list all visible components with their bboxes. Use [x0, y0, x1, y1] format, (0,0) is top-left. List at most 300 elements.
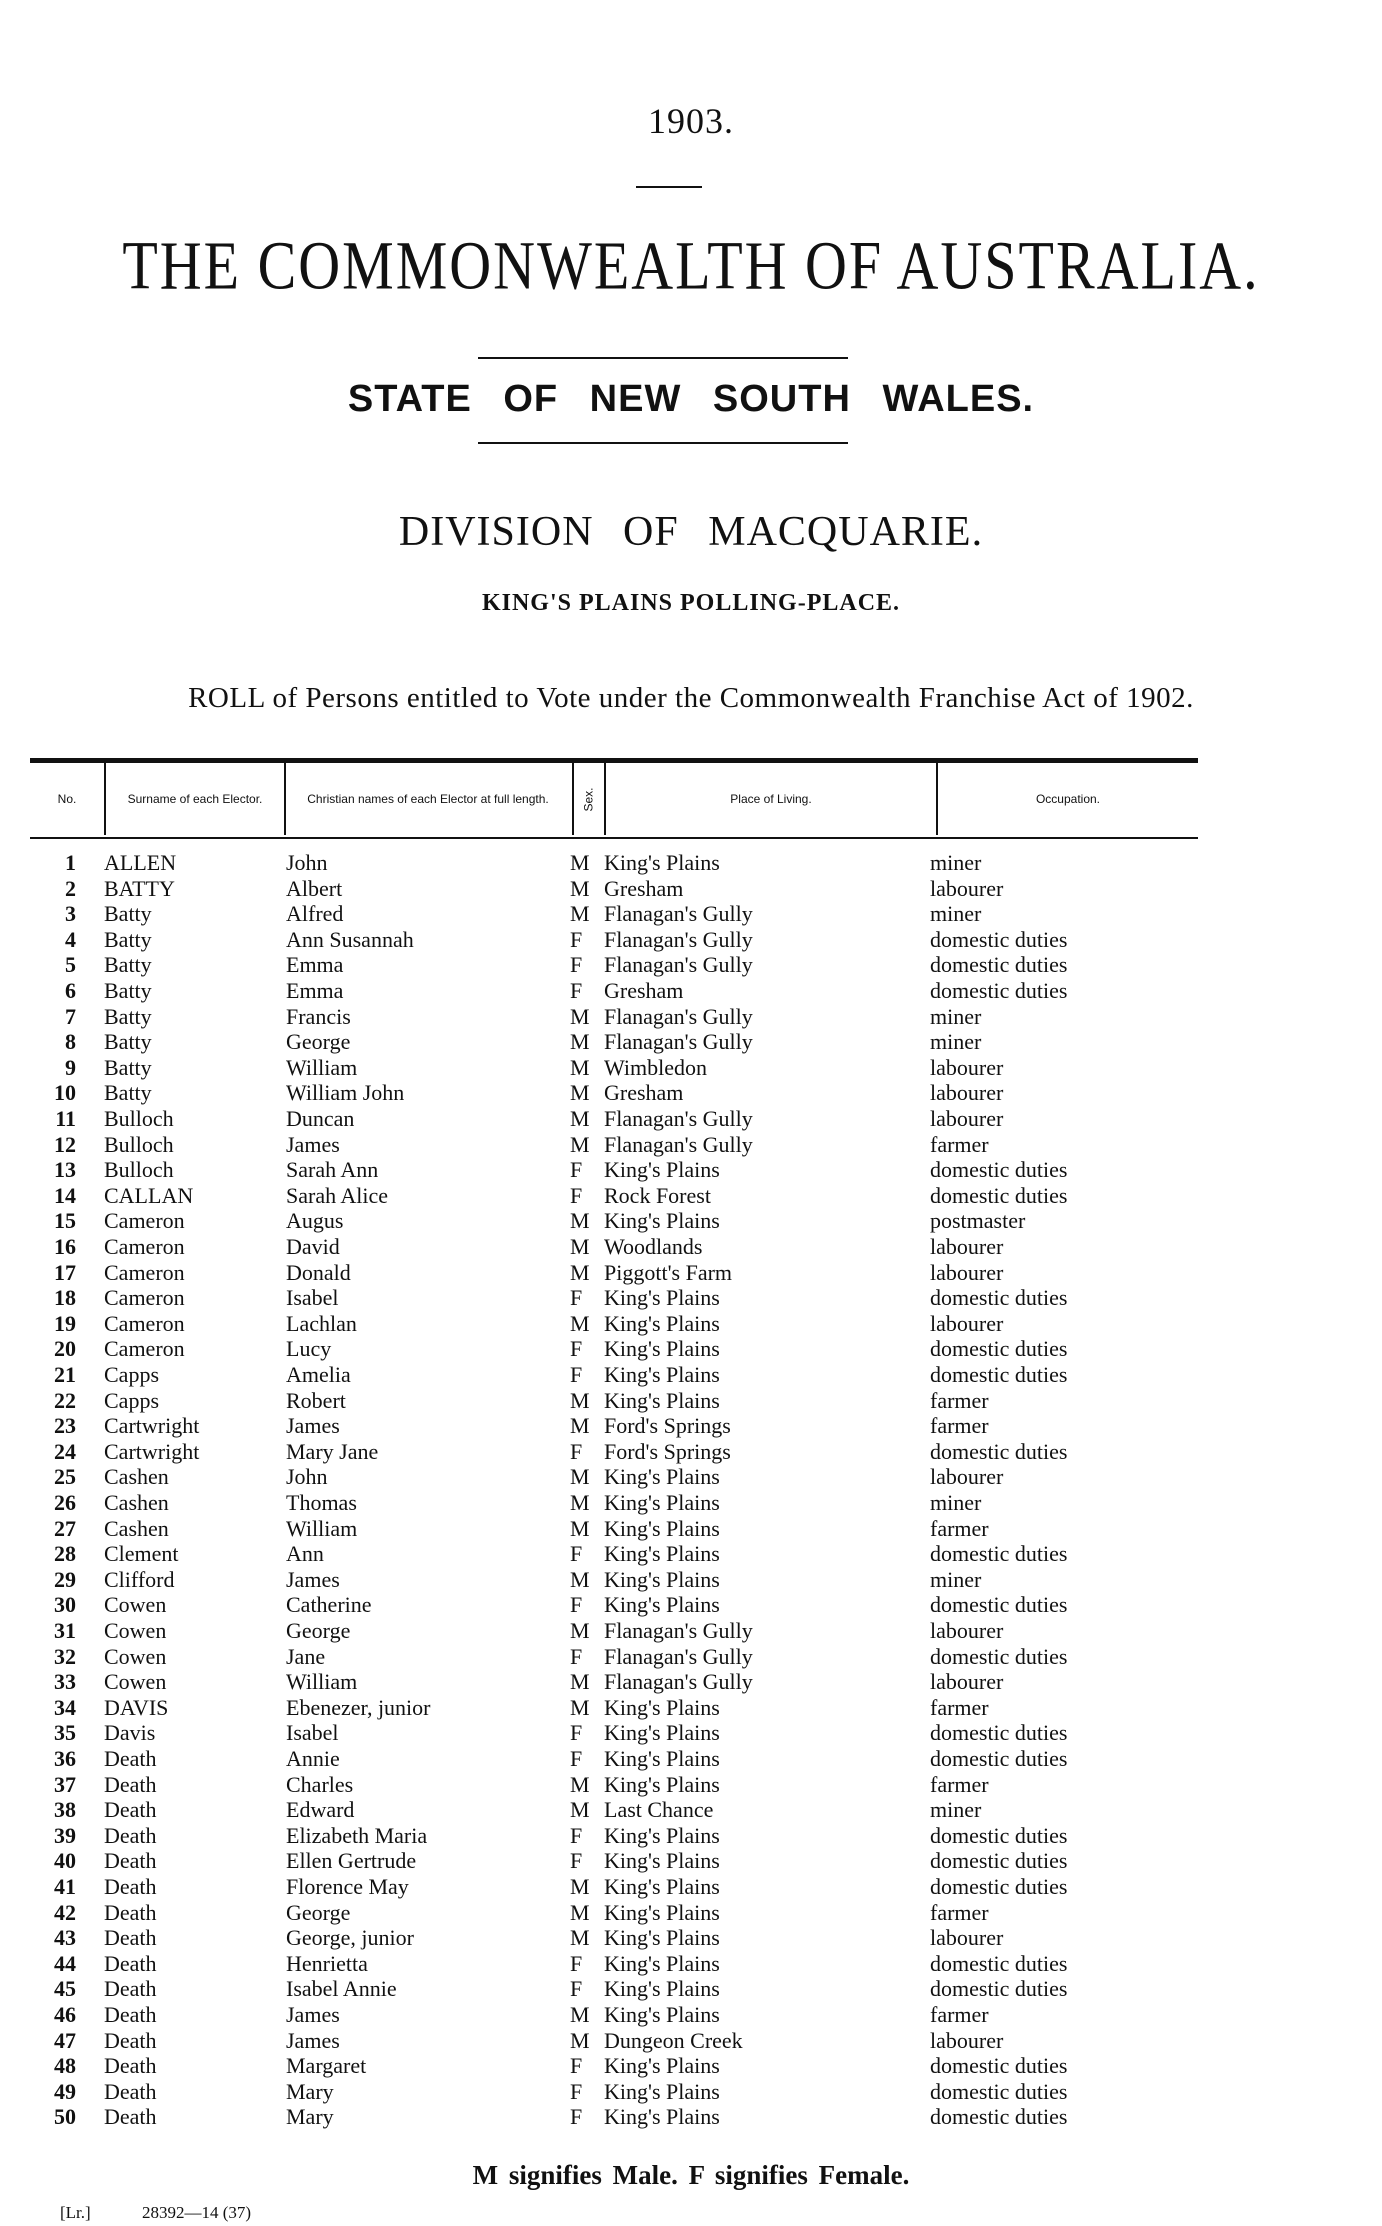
elector-sex: M	[570, 1259, 590, 1285]
elector-occupation: domestic duties	[930, 1822, 1068, 1848]
table-row	[0, 1516, 1382, 1542]
elector-christian-names: James	[286, 2002, 340, 2027]
table-row	[0, 1183, 1382, 1209]
table-row	[0, 1413, 1382, 1439]
elector-sex: F	[570, 1285, 583, 1311]
table-row	[0, 1439, 1382, 1465]
page-title: THE COMMONWEALTH OF AUSTRALIA.	[122, 227, 1260, 304]
elector-place-of-living: Gresham	[604, 978, 684, 1003]
elector-surname: Death	[104, 2002, 157, 2027]
column-header-place: Place of Living.	[730, 791, 812, 806]
elector-surname: Davis	[104, 1720, 156, 1746]
elector-occupation: domestic duties	[930, 1950, 1068, 1976]
elector-christian-names: Ebenezer, junior	[286, 1694, 431, 1720]
elector-number: 12	[54, 1131, 76, 1157]
elector-number: 17	[54, 1259, 76, 1285]
elector-surname: Cartwright	[104, 1438, 200, 1464]
elector-occupation: farmer	[930, 2002, 989, 2027]
elector-christian-names: George	[286, 1899, 351, 1925]
elector-christian-names: Florence May	[286, 1874, 409, 1899]
elector-sex: M	[570, 1029, 590, 1055]
elector-occupation: domestic duties	[930, 1157, 1068, 1183]
table-row	[0, 1797, 1382, 1823]
elector-place-of-living: Last Chance	[604, 1797, 714, 1823]
table-row	[0, 1388, 1382, 1414]
elector-sex: M	[570, 1054, 590, 1080]
elector-occupation: domestic duties	[930, 1976, 1068, 2002]
elector-christian-names: Albert	[286, 875, 343, 901]
elector-sex: M	[570, 1080, 590, 1106]
elector-number: 29	[54, 1566, 76, 1592]
table-row	[0, 1567, 1382, 1593]
elector-sex: F	[570, 1182, 583, 1208]
sex-legend: M signifies Male. F signifies Female.	[472, 2160, 910, 2190]
elector-surname: Batty	[104, 901, 152, 927]
elector-occupation: miner	[930, 850, 982, 875]
elector-occupation: domestic duties	[930, 1182, 1068, 1208]
elector-sex: F	[570, 1976, 583, 2002]
state-heading: STATE OF NEW SOUTH WALES.	[347, 378, 1035, 420]
table-row	[0, 927, 1382, 953]
elector-christian-names: William	[286, 1515, 358, 1541]
table-row	[0, 1106, 1382, 1132]
table-row	[0, 1746, 1382, 1772]
elector-christian-names: Alfred	[286, 901, 344, 927]
elector-place-of-living: Flanagan's Gully	[604, 901, 753, 927]
column-header-christian: Christian names of each Elector at full length.	[307, 791, 549, 806]
elector-surname: Batty	[104, 1029, 152, 1055]
elector-christian-names: Isabel	[286, 1720, 339, 1746]
elector-sex: M	[570, 1464, 590, 1490]
column-header-sex: Sex.	[581, 786, 596, 812]
elector-occupation: labourer	[930, 2027, 1004, 2053]
elector-number: 46	[54, 2002, 76, 2027]
elector-occupation: domestic duties	[930, 926, 1068, 952]
elector-number: 23	[54, 1413, 76, 1439]
elector-place-of-living: King's Plains	[604, 1490, 720, 1515]
elector-sex: M	[570, 1925, 590, 1951]
elector-surname: Cameron	[104, 1336, 185, 1362]
elector-surname: Cameron	[104, 1208, 185, 1234]
elector-occupation: farmer	[930, 1387, 989, 1413]
elector-surname: Death	[104, 2027, 157, 2053]
table-row	[0, 1925, 1382, 1951]
table-row	[0, 1874, 1382, 1900]
elector-christian-names: James	[286, 1413, 340, 1439]
elector-christian-names: George	[286, 1029, 351, 1055]
table-row	[0, 1823, 1382, 1849]
table-row	[0, 1592, 1382, 1618]
elector-place-of-living: King's Plains	[604, 1592, 720, 1618]
elector-sex: F	[570, 1950, 583, 1976]
elector-sex: M	[570, 1310, 590, 1336]
elector-occupation: farmer	[930, 1515, 989, 1541]
elector-number: 21	[54, 1362, 76, 1387]
year-heading: 1903.	[648, 101, 734, 141]
elector-occupation: domestic duties	[930, 1541, 1068, 1567]
elector-surname: Bulloch	[104, 1131, 174, 1157]
elector-surname: Cashen	[104, 1464, 169, 1490]
elector-surname: Clifford	[104, 1566, 175, 1592]
elector-surname: Cashen	[104, 1490, 169, 1515]
table-row	[0, 1080, 1382, 1106]
elector-occupation: domestic duties	[930, 952, 1068, 978]
elector-surname: Cashen	[104, 1515, 169, 1541]
elector-number: 30	[54, 1592, 76, 1618]
elector-christian-names: David	[286, 1234, 340, 1259]
elector-number: 45	[54, 1976, 76, 2002]
elector-surname: Batty	[104, 1080, 152, 1106]
elector-number: 34	[54, 1694, 76, 1720]
table-row	[0, 876, 1382, 902]
table-row	[0, 1951, 1382, 1977]
column-header-sex-cell	[574, 763, 604, 835]
elector-surname: Batty	[104, 978, 152, 1003]
table-row	[0, 2104, 1382, 2130]
elector-surname: Death	[104, 1874, 157, 1899]
elector-place-of-living: King's Plains	[604, 850, 720, 875]
elector-place-of-living: Piggott's Farm	[604, 1259, 733, 1285]
column-header-occupation: Occupation.	[1035, 791, 1101, 806]
table-row	[0, 978, 1382, 1004]
elector-sex: F	[570, 2104, 583, 2130]
table-row	[0, 1490, 1382, 1516]
elector-number: 24	[54, 1438, 76, 1464]
elector-surname: Death	[104, 2053, 157, 2079]
elector-place-of-living: King's Plains	[604, 1336, 720, 1362]
elector-christian-names: Isabel	[286, 1285, 339, 1311]
elector-christian-names: Francis	[286, 1003, 351, 1029]
elector-occupation: labourer	[930, 1464, 1004, 1490]
elector-place-of-living: King's Plains	[604, 2002, 720, 2027]
elector-number: 5	[65, 952, 76, 978]
elector-christian-names: Emma	[286, 978, 344, 1003]
elector-place-of-living: King's Plains	[604, 1515, 720, 1541]
elector-surname: CALLAN	[104, 1182, 194, 1208]
elector-christian-names: James	[286, 1566, 340, 1592]
elector-place-of-living: Flanagan's Gully	[604, 952, 753, 978]
elector-christian-names: Ann	[286, 1541, 324, 1567]
elector-occupation: postmaster	[930, 1208, 1026, 1234]
elector-sex: F	[570, 1157, 583, 1183]
elector-place-of-living: King's Plains	[604, 1720, 720, 1746]
elector-number: 33	[54, 1669, 76, 1695]
table-row	[0, 1900, 1382, 1926]
elector-sex: M	[570, 850, 590, 875]
elector-christian-names: William	[286, 1054, 358, 1080]
elector-place-of-living: Flanagan's Gully	[604, 1643, 753, 1669]
table-row	[0, 1234, 1382, 1260]
column-divider	[284, 763, 286, 835]
elector-sex: M	[570, 2027, 590, 2053]
elector-surname: Death	[104, 1848, 157, 1874]
elector-place-of-living: Wimbledon	[604, 1054, 707, 1080]
elector-christian-names: Mary	[286, 2078, 334, 2104]
elector-surname: Death	[104, 1746, 157, 1771]
table-row	[0, 1311, 1382, 1337]
elector-christian-names: Edward	[286, 1797, 355, 1823]
elector-surname: Death	[104, 1950, 157, 1976]
elector-place-of-living: King's Plains	[604, 1387, 720, 1413]
elector-number: 6	[65, 978, 76, 1003]
elector-occupation: domestic duties	[930, 2078, 1068, 2104]
elector-place-of-living: King's Plains	[604, 1874, 720, 1899]
table-row	[0, 2028, 1382, 2054]
elector-christian-names: John	[286, 850, 328, 875]
elector-sex: M	[570, 1566, 590, 1592]
elector-occupation: domestic duties	[930, 1746, 1068, 1771]
table-row	[0, 1336, 1382, 1362]
elector-surname: Cowen	[104, 1669, 167, 1695]
elector-sex: M	[570, 1208, 590, 1234]
elector-sex: M	[570, 1003, 590, 1029]
elector-christian-names: Elizabeth Maria	[286, 1822, 428, 1848]
elector-place-of-living: Flanagan's Gully	[604, 1131, 753, 1157]
elector-occupation: farmer	[930, 1771, 989, 1797]
elector-number: 15	[54, 1208, 76, 1234]
elector-christian-names: Isabel Annie	[286, 1976, 397, 2002]
table-row	[0, 2053, 1382, 2079]
table-row	[0, 1848, 1382, 1874]
elector-occupation: labourer	[930, 1618, 1004, 1643]
elector-christian-names: James	[286, 1131, 340, 1157]
elector-place-of-living: Flanagan's Gully	[604, 1618, 753, 1643]
elector-christian-names: Jane	[286, 1643, 326, 1669]
elector-surname: Cameron	[104, 1234, 185, 1259]
table-row	[0, 1772, 1382, 1798]
table-row	[0, 1720, 1382, 1746]
elector-occupation: farmer	[930, 1131, 989, 1157]
elector-sex: M	[570, 1106, 590, 1131]
elector-christian-names: Ellen Gertrude	[286, 1848, 417, 1874]
elector-sex: M	[570, 2002, 590, 2027]
table-row	[0, 1004, 1382, 1030]
elector-christian-names: Robert	[286, 1387, 346, 1413]
elector-place-of-living: Flanagan's Gully	[604, 926, 753, 952]
elector-surname: BATTY	[104, 875, 175, 901]
elector-place-of-living: Flanagan's Gully	[604, 1029, 753, 1055]
elector-surname: Death	[104, 2104, 157, 2130]
elector-surname: Death	[104, 1822, 157, 1848]
elector-surname: Bulloch	[104, 1106, 174, 1131]
elector-place-of-living: King's Plains	[604, 1694, 720, 1720]
elector-place-of-living: Gresham	[604, 875, 684, 901]
elector-place-of-living: Flanagan's Gully	[604, 1106, 753, 1131]
elector-sex: M	[570, 1131, 590, 1157]
elector-occupation: domestic duties	[930, 1362, 1068, 1387]
elector-christian-names: George	[286, 1618, 351, 1643]
elector-place-of-living: King's Plains	[604, 1362, 720, 1387]
elector-number: 11	[55, 1106, 76, 1131]
elector-place-of-living: Ford's Springs	[604, 1413, 731, 1439]
elector-place-of-living: Flanagan's Gully	[604, 1669, 753, 1695]
elector-surname: DAVIS	[104, 1694, 169, 1720]
elector-occupation: domestic duties	[930, 2104, 1068, 2130]
elector-christian-names: Ann Susannah	[286, 926, 414, 952]
elector-christian-names: Sarah Alice	[286, 1182, 389, 1208]
elector-christian-names: Charles	[286, 1771, 354, 1797]
elector-number: 26	[54, 1490, 76, 1515]
elector-sex: F	[570, 1336, 583, 1362]
elector-number: 44	[54, 1950, 76, 1976]
table-row	[0, 850, 1382, 876]
elector-christian-names: Thomas	[286, 1490, 357, 1515]
column-header-surname: Surname of each Elector.	[127, 791, 263, 806]
printer-reference: [Lr.]	[60, 2203, 91, 2222]
elector-christian-names: Annie	[286, 1746, 340, 1771]
elector-sex: M	[570, 1874, 590, 1899]
table-row	[0, 1618, 1382, 1644]
elector-place-of-living: Dungeon Creek	[604, 2027, 743, 2053]
table-row	[0, 1976, 1382, 2002]
elector-place-of-living: King's Plains	[604, 1822, 720, 1848]
elector-number: 27	[54, 1515, 76, 1541]
table-row	[0, 1285, 1382, 1311]
roll-heading: ROLL of Persons entitled to Vote under the Commonwealth Franchise Act of 1902.	[188, 682, 1194, 714]
elector-place-of-living: King's Plains	[604, 2053, 720, 2079]
elector-surname: Death	[104, 2078, 157, 2104]
elector-place-of-living: King's Plains	[604, 1566, 720, 1592]
elector-christian-names: Catherine	[286, 1592, 372, 1618]
elector-christian-names: William	[286, 1669, 358, 1695]
elector-occupation: farmer	[930, 1899, 989, 1925]
elector-christian-names: John	[286, 1464, 328, 1490]
elector-sex: F	[570, 1746, 583, 1771]
elector-sex: M	[570, 1234, 590, 1259]
elector-number: 38	[54, 1797, 76, 1823]
elector-sex: F	[570, 1438, 583, 1464]
elector-occupation: domestic duties	[930, 2053, 1068, 2079]
column-header-no: No.	[57, 791, 77, 806]
table-row	[0, 1541, 1382, 1567]
elector-occupation: domestic duties	[930, 1438, 1068, 1464]
elector-occupation: domestic duties	[930, 1848, 1068, 1874]
elector-occupation: domestic duties	[930, 1874, 1068, 1899]
elector-number: 22	[54, 1387, 76, 1413]
elector-place-of-living: King's Plains	[604, 1976, 720, 2002]
elector-number: 28	[54, 1541, 76, 1567]
elector-sex: M	[570, 1490, 590, 1515]
elector-occupation: domestic duties	[930, 1720, 1068, 1746]
elector-occupation: labourer	[930, 1669, 1004, 1695]
elector-surname: Cowen	[104, 1592, 167, 1618]
elector-number: 41	[54, 1874, 76, 1899]
table-row	[0, 1260, 1382, 1286]
elector-place-of-living: Ford's Springs	[604, 1438, 731, 1464]
elector-surname: Cowen	[104, 1618, 167, 1643]
elector-christian-names: George, junior	[286, 1925, 414, 1951]
elector-number: 39	[54, 1822, 76, 1848]
table-row	[0, 1132, 1382, 1158]
elector-number: 48	[54, 2053, 76, 2079]
divider-lower	[478, 442, 848, 444]
elector-place-of-living: King's Plains	[604, 1925, 720, 1951]
elector-occupation: labourer	[930, 1925, 1004, 1951]
elector-sex: M	[570, 1899, 590, 1925]
elector-place-of-living: King's Plains	[604, 1157, 720, 1183]
elector-place-of-living: King's Plains	[604, 1541, 720, 1567]
elector-sex: F	[570, 1541, 583, 1567]
elector-occupation: farmer	[930, 1413, 989, 1439]
elector-christian-names: Mary Jane	[286, 1438, 379, 1464]
elector-number: 14	[54, 1182, 76, 1208]
elector-sex: F	[570, 1362, 583, 1387]
table-row	[0, 1644, 1382, 1670]
elector-sex: F	[570, 1822, 583, 1848]
elector-christian-names: James	[286, 2027, 340, 2053]
elector-number: 20	[54, 1336, 76, 1362]
elector-sex: M	[570, 1797, 590, 1823]
elector-occupation: domestic duties	[930, 1285, 1068, 1311]
elector-number: 18	[54, 1285, 76, 1311]
elector-occupation: labourer	[930, 1054, 1004, 1080]
elector-number: 8	[65, 1029, 76, 1055]
elector-number: 2	[65, 875, 76, 901]
elector-surname: ALLEN	[104, 850, 177, 875]
elector-place-of-living: King's Plains	[604, 2078, 720, 2104]
table-row	[0, 1029, 1382, 1055]
elector-sex: M	[570, 1618, 590, 1643]
division-heading: DIVISION OF MACQUARIE.	[398, 509, 984, 555]
elector-sex: F	[570, 978, 583, 1003]
elector-sex: M	[570, 1387, 590, 1413]
print-code: 28392—14 (37)	[142, 2203, 252, 2222]
table-row	[0, 1362, 1382, 1388]
elector-sex: F	[570, 1643, 583, 1669]
elector-sex: M	[570, 1515, 590, 1541]
elector-christian-names: William John	[286, 1080, 405, 1106]
elector-number: 42	[54, 1899, 76, 1925]
table-row	[0, 1669, 1382, 1695]
elector-surname: Cameron	[104, 1259, 185, 1285]
elector-sex: F	[570, 1720, 583, 1746]
elector-number: 47	[54, 2027, 76, 2053]
elector-number: 9	[65, 1054, 76, 1080]
elector-surname: Capps	[104, 1387, 159, 1413]
elector-sex: M	[570, 875, 590, 901]
elector-occupation: domestic duties	[930, 1336, 1068, 1362]
elector-sex: F	[570, 1848, 583, 1874]
elector-place-of-living: King's Plains	[604, 1464, 720, 1490]
elector-sex: F	[570, 1592, 583, 1618]
elector-place-of-living: Gresham	[604, 1080, 684, 1106]
elector-surname: Batty	[104, 1003, 152, 1029]
elector-place-of-living: King's Plains	[604, 1848, 720, 1874]
table-row	[0, 1055, 1382, 1081]
table-row	[0, 1157, 1382, 1183]
elector-surname: Batty	[104, 1054, 152, 1080]
elector-number: 49	[54, 2078, 76, 2104]
elector-christian-names: Margaret	[286, 2053, 367, 2079]
elector-surname: Cameron	[104, 1285, 185, 1311]
elector-sex: M	[570, 1669, 590, 1695]
elector-place-of-living: King's Plains	[604, 1899, 720, 1925]
elector-occupation: miner	[930, 1566, 982, 1592]
elector-occupation: farmer	[930, 1694, 989, 1720]
elector-place-of-living: King's Plains	[604, 1746, 720, 1771]
elector-christian-names: Sarah Ann	[286, 1157, 379, 1183]
table-row	[0, 1208, 1382, 1234]
elector-occupation: labourer	[930, 1310, 1004, 1336]
elector-sex: M	[570, 1771, 590, 1797]
elector-number: 4	[65, 926, 76, 952]
elector-occupation: labourer	[930, 1106, 1004, 1131]
elector-christian-names: Lachlan	[286, 1310, 357, 1336]
elector-sex: F	[570, 926, 583, 952]
column-divider	[104, 763, 106, 835]
elector-surname: Capps	[104, 1362, 159, 1387]
elector-surname: Cowen	[104, 1643, 167, 1669]
